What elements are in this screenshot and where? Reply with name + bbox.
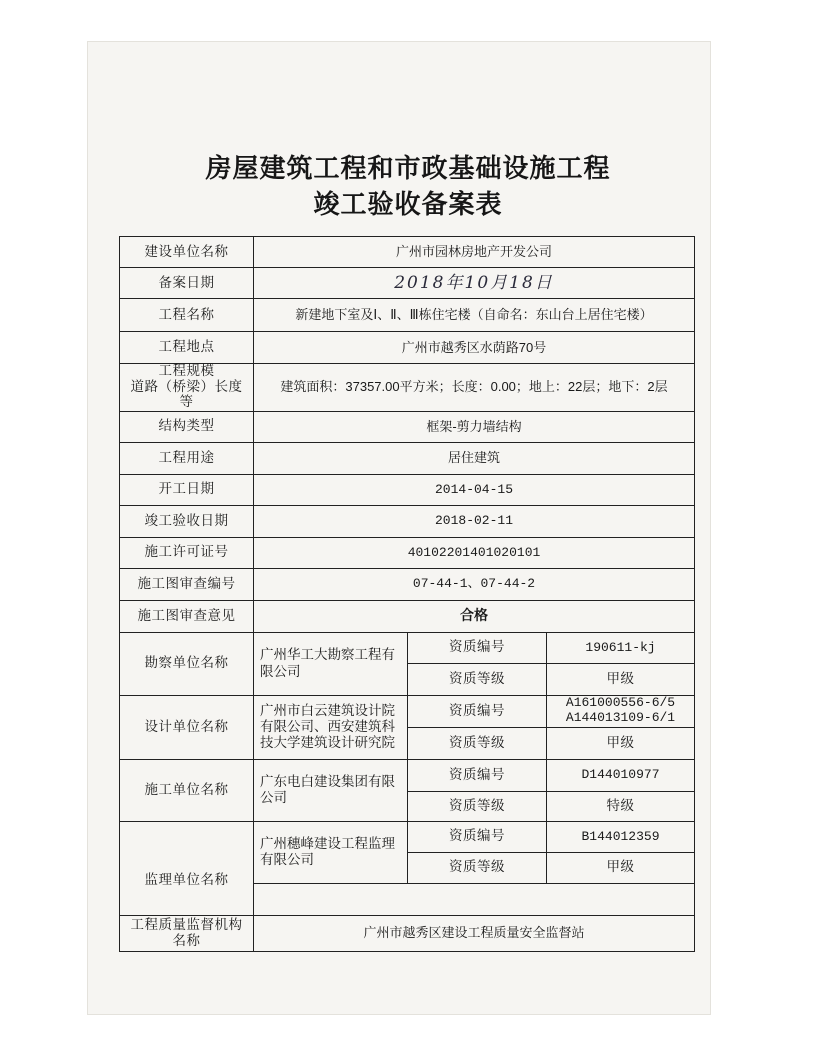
scale-value: 建筑面积：37357.00平方米；长度：0.00；地上：22层；地下：2层 xyxy=(254,364,695,412)
supervision-grade-label: 资质等级 xyxy=(408,852,547,883)
row-use xyxy=(120,442,695,474)
survey-grade-label: 资质等级 xyxy=(408,663,547,695)
quality-station-value: 广州市越秀区建设工程质量安全监督站 xyxy=(254,915,695,951)
row-builder xyxy=(120,237,695,268)
row-complete-date xyxy=(120,505,695,537)
complete-date-value: 2018-02-11 xyxy=(254,505,695,537)
form-subtitle: 竣工验收备案表 xyxy=(313,190,503,220)
drawing-opinion-value: 合格 xyxy=(254,600,695,632)
design-qual-no-2: A144013109-6/1 xyxy=(565,710,676,726)
row-structure xyxy=(120,411,695,442)
scale-label-line2: 道路（桥梁）长度等 xyxy=(130,378,243,411)
supervision-label: 监理单位名称 xyxy=(120,821,254,915)
drawing-no-label: 施工图审查编号 xyxy=(120,568,254,600)
record-form-table xyxy=(119,236,695,952)
supervision-name: 广州穗峰建设工程监理有限公司 xyxy=(254,821,408,883)
start-date-value: 2014-04-15 xyxy=(254,474,695,505)
construction-label: 施工单位名称 xyxy=(120,759,254,821)
survey-name: 广州华工大勘察工程有限公司 xyxy=(254,632,408,695)
permit-value: 40102201401020101 xyxy=(254,537,695,568)
complete-date-label: 竣工验收日期 xyxy=(120,505,254,537)
row-permit xyxy=(120,537,695,568)
use-label: 工程用途 xyxy=(120,442,254,474)
scale-label-line1: 工程规模 xyxy=(158,363,215,379)
construction-name: 广东电白建设集团有限公司 xyxy=(254,759,408,821)
location-value: 广州市越秀区水荫路70号 xyxy=(254,332,695,364)
construction-qual-no: D144010977 xyxy=(547,759,695,791)
builder-label: 建设单位名称 xyxy=(120,237,254,268)
structure-label: 结构类型 xyxy=(120,411,254,442)
row-start-date xyxy=(120,474,695,505)
project-name-label: 工程名称 xyxy=(120,299,254,332)
design-label: 设计单位名称 xyxy=(120,695,254,759)
drawing-opinion-label: 施工图审查意见 xyxy=(120,600,254,632)
construction-grade: 特级 xyxy=(547,791,695,821)
start-date-label: 开工日期 xyxy=(120,474,254,505)
quality-station-label: 工程质量监督机构名称 xyxy=(120,915,254,951)
construction-grade-label: 资质等级 xyxy=(408,791,547,821)
survey-qual-no-label: 资质编号 xyxy=(408,632,547,663)
row-construction-qual-no xyxy=(120,759,695,791)
drawing-no-value: 07-44-1、07-44-2 xyxy=(254,568,695,600)
permit-label: 施工许可证号 xyxy=(120,537,254,568)
design-name: 广州市白云建筑设计院有限公司、西安建筑科技大学建筑设计研究院 xyxy=(254,695,408,759)
construction-qual-no-label: 资质编号 xyxy=(408,759,547,791)
structure-value: 框架-剪力墙结构 xyxy=(254,411,695,442)
row-quality-station xyxy=(120,915,695,951)
supervision-qual-no: B144012359 xyxy=(547,821,695,852)
row-scale xyxy=(120,364,695,412)
form-title: 房屋建筑工程和市政基础设施工程 xyxy=(205,154,611,184)
location-label: 工程地点 xyxy=(120,332,254,364)
row-supervision-qual-no xyxy=(120,821,695,852)
design-grade: 甲级 xyxy=(547,727,695,759)
row-survey-qual-no xyxy=(120,632,695,663)
row-record-date xyxy=(120,268,695,299)
supervision-qual-no-label: 资质编号 xyxy=(408,821,547,852)
row-location xyxy=(120,332,695,364)
builder-value: 广州市园林房地产开发公司 xyxy=(254,237,695,268)
record-date-label: 备案日期 xyxy=(120,268,254,299)
record-date-value xyxy=(254,268,695,299)
design-qual-no-label: 资质编号 xyxy=(408,695,547,727)
design-grade-label: 资质等级 xyxy=(408,727,547,759)
design-qual-no-1: A161000556-6/5 xyxy=(565,695,676,711)
row-project-name xyxy=(120,299,695,332)
design-qual-no xyxy=(547,695,695,727)
row-design-qual-no xyxy=(120,695,695,727)
scale-label xyxy=(120,364,254,412)
row-drawing-opinion xyxy=(120,600,695,632)
supervision-grade: 甲级 xyxy=(547,852,695,883)
survey-grade: 甲级 xyxy=(547,663,695,695)
supervision-blank-cell xyxy=(254,883,695,915)
record-date-handwriting: 2018年10月18日 xyxy=(394,272,554,293)
use-value: 居住建筑 xyxy=(254,442,695,474)
survey-label: 勘察单位名称 xyxy=(120,632,254,695)
project-name-value: 新建地下室及Ⅰ、Ⅱ、Ⅲ栋住宅楼（自命名：东山台上居住宅楼） xyxy=(254,299,695,332)
survey-qual-no: 190611-kj xyxy=(547,632,695,663)
row-drawing-no xyxy=(120,568,695,600)
